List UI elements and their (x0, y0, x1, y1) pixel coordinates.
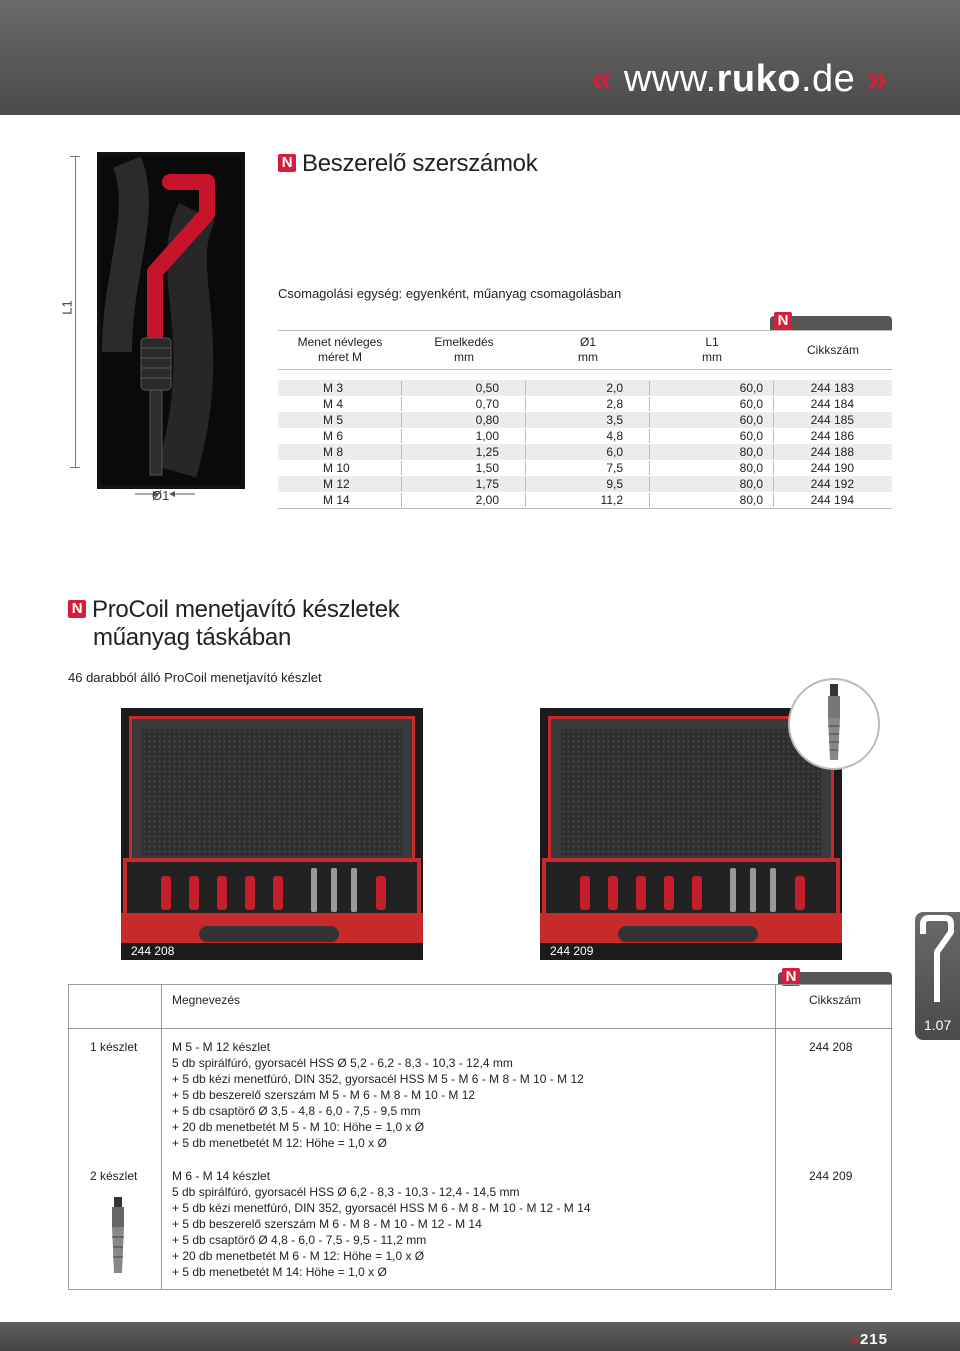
column-divider (161, 985, 162, 1289)
kit-article-number: 244 208 (809, 1040, 853, 1054)
kit-article-number: 244 209 (809, 1169, 853, 1183)
dimension-tick-top (70, 156, 80, 157)
table-cell: 244 185 (810, 413, 854, 427)
table-cell: M 5 (278, 413, 402, 427)
packaging-note: Csomagolási egység: egyenként, műanyag csomagolásban (278, 286, 622, 301)
table-cell: 9,5 (526, 477, 650, 491)
table-cell: 244 183 (810, 381, 854, 395)
table-cell: 80,0 (650, 477, 774, 491)
table-row (278, 444, 892, 460)
table-row (278, 412, 892, 428)
length-dimension-line (75, 156, 76, 468)
table-cell: 244 194 (810, 493, 854, 507)
header-thread-size: Menet névleges méret M (297, 335, 383, 364)
new-badge-icon: N (278, 154, 296, 172)
table-cell: 2,8 (526, 397, 650, 411)
header-diameter: Ø1 mm (578, 335, 598, 364)
table-cell: 80,0 (650, 493, 774, 507)
column-divider (775, 985, 776, 1289)
procoil-subtitle: 46 darabból álló ProCoil menetjavító készlet (68, 670, 322, 685)
table-cell: M 8 (278, 445, 402, 459)
page-number: »215 (850, 1331, 888, 1348)
length-label: L1 (59, 300, 75, 315)
new-tab (770, 312, 892, 330)
quote-right: » (866, 58, 888, 100)
table-cell: 80,0 (650, 445, 774, 459)
dimension-tick-bottom (70, 467, 80, 468)
kit-qty: 2 készlet (90, 1169, 138, 1183)
installation-tool-photo (97, 152, 245, 489)
section-title-text: Beszerelő szerszámok (302, 150, 538, 177)
installation-tool-drawing (97, 152, 245, 489)
table-row (278, 492, 892, 508)
case-photo-244208 (121, 708, 423, 960)
table-cell: 1,50 (402, 461, 526, 475)
header-name: Megnevezés (172, 993, 241, 1007)
table-cell: 60,0 (650, 381, 774, 395)
table-cell: 4,8 (526, 429, 650, 443)
new-badge-icon: N (782, 968, 800, 986)
installation-tools-table (278, 330, 892, 509)
table-cell: 3,5 (526, 413, 650, 427)
kit-qty: 1 készlet (90, 1040, 138, 1054)
table-cell: 60,0 (650, 429, 774, 443)
new-badge-icon: N (68, 600, 86, 618)
table-row (278, 428, 892, 444)
table-row (278, 396, 892, 412)
table-cell: 244 184 (810, 397, 854, 411)
quote-left: « (591, 58, 613, 100)
table-cell: 1,75 (402, 477, 526, 491)
table-cell: 7,5 (526, 461, 650, 475)
table-cell: 11,2 (526, 493, 650, 507)
kit-description: M 6 - M 14 készlet 5 db spirálfúró, gyorsacél HSS Ø 6,2 - 8,3 - 10,3 - 12,4 - 14,5 mm + 5 db kézi menetfúró, DIN 352, gyorsacél HSS M 6 - M 8 - M 10 - M 12 - M 14 + 5 db beszerelő szerszám M 6 - M 8 - M 10 - M 12 - M 14 + 5 db csaptörő Ø 4,8 - 6,0 - 7,5 - 9,5 - 11,2 mm + 20 db menetbetét M 6 - M 12: Höhe = 1,0 x Ø + 5 db menetbetét M 14: Höhe = 1,0 x Ø (172, 1169, 591, 1279)
table-cell: 60,0 (650, 413, 774, 427)
case-photo-label: 244 209 (550, 944, 594, 958)
url-prefix: www. (623, 58, 717, 100)
tap-closeup-circle (788, 678, 880, 770)
url-brand: ruko (716, 58, 801, 100)
chapter-number: 1.07 (924, 1017, 952, 1033)
table-row (278, 460, 892, 476)
table-body (278, 380, 892, 509)
table-cell: 2,0 (526, 381, 650, 395)
table-cell: 244 190 (810, 461, 854, 475)
table-row (278, 380, 892, 396)
table-cell: M 12 (278, 477, 402, 491)
table-row (278, 476, 892, 492)
table-cell: 60,0 (650, 397, 774, 411)
tap-icon (105, 1195, 131, 1277)
table-cell: 1,25 (402, 445, 526, 459)
header-pitch: Emelkedés mm (434, 335, 494, 364)
table-cell: 80,0 (650, 461, 774, 475)
header-article-number: Cikkszám (806, 342, 859, 357)
table-cell: 0,80 (402, 413, 526, 427)
section-title-procoil (68, 596, 399, 652)
section-title-installation-tools (278, 150, 537, 178)
table-cell: M 14 (278, 493, 402, 507)
new-badge-icon: N (774, 312, 792, 330)
table-cell: M 6 (278, 429, 402, 443)
page-header (0, 0, 960, 115)
header-length: L1 mm (702, 335, 722, 364)
table-cell: M 3 (278, 381, 402, 395)
website-url[interactable] (591, 58, 888, 101)
section-title-line1: ProCoil menetjavító készletek (92, 596, 400, 623)
table-header (278, 330, 892, 370)
header-article-number: Cikkszám (809, 993, 862, 1007)
table-cell: 244 192 (810, 477, 854, 491)
url-suffix: .de (800, 58, 856, 100)
section-title-line2: műanyag táskában (93, 624, 292, 651)
kit-description: M 5 - M 12 készlet 5 db spirálfúró, gyorsacél HSS Ø 5,2 - 6,2 - 8,3 - 10,3 - 12,4 mm + 5 db kézi menetfúró, DIN 352, gyorsacél HSS M 5 - M 6 - M 8 - M 10 - M 12 + 5 db beszerelő szerszám M 5 - M 6 - M 8 - M 10 - M 12 + 5 db csaptörő Ø 3,5 - 4,8 - 6,0 - 7,5 - 9,5 mm + 20 db menetbetét M 5 - M 10: Höhe = 1,0 x Ø + 5 db menetbetét M 12: Höhe = 1,0 x Ø (172, 1040, 584, 1150)
table-cell: 244 188 (810, 445, 854, 459)
table-cell: 6,0 (526, 445, 650, 459)
table-cell: M 10 (278, 461, 402, 475)
installation-tool-icon (915, 912, 960, 1012)
kits-table (68, 984, 892, 1290)
table-cell: 0,70 (402, 397, 526, 411)
table-cell: 244 186 (810, 429, 854, 443)
table-cell: 0,50 (402, 381, 526, 395)
diameter-label: Ø1 (152, 488, 170, 503)
table-cell: 2,00 (402, 493, 526, 507)
new-tab (778, 968, 892, 985)
table-cell: M 4 (278, 397, 402, 411)
table-cell: 1,00 (402, 429, 526, 443)
case-photo-label: 244 208 (131, 944, 175, 958)
table-header (69, 985, 891, 1029)
page-footer (0, 1322, 960, 1351)
tap-icon (790, 680, 878, 768)
